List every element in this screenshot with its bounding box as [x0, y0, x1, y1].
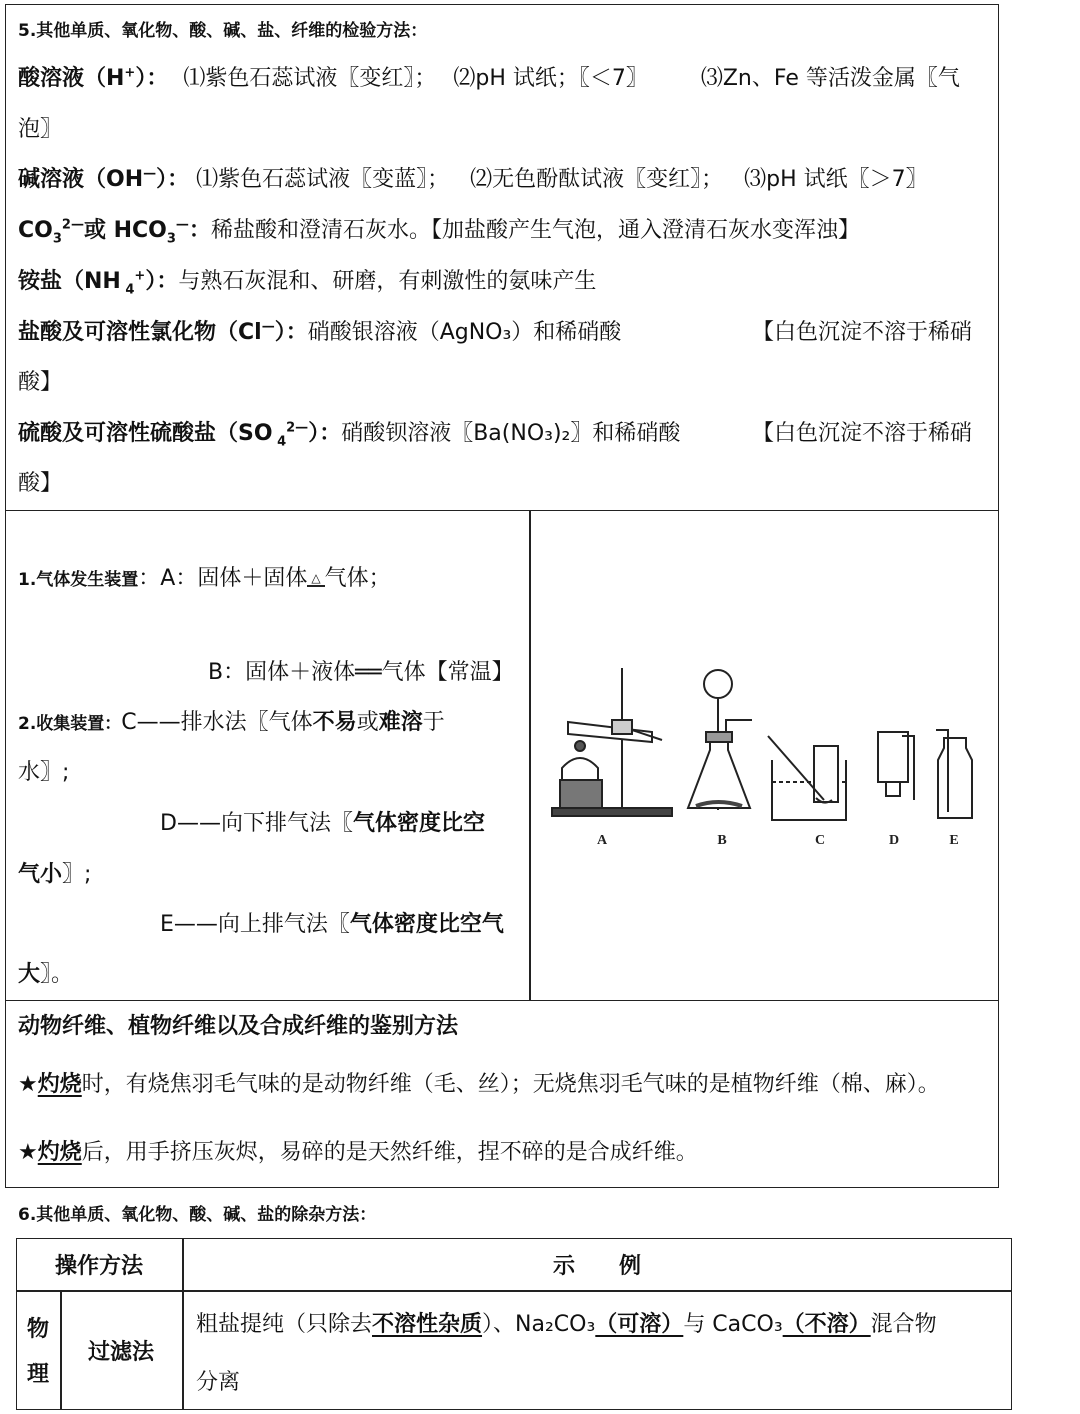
gen-b-line: B：固体＋液体══气体【常温】: [208, 660, 514, 685]
col-d-cont: 气小〗;: [18, 862, 92, 887]
col-d-line: D——向下排气法〖气体密度比空: [160, 811, 485, 836]
col-c-cont: 水〗;: [18, 760, 70, 785]
apparatus-b: [688, 670, 752, 810]
gen-a-line: [18, 564, 391, 595]
gen-a-text: ：A：固体＋固体: [138, 566, 308, 591]
col-label: 2.收集装置：: [18, 714, 122, 734]
acid-method3: ⑶Zn、Fe 等活泼金属〖气: [700, 66, 960, 91]
acid-method2: ⑵pH 试纸；〖＜7〗: [453, 66, 648, 91]
row-example-line2: 分离: [196, 1370, 241, 1395]
apparatus-divider: [529, 510, 531, 1001]
apparatus-e: [936, 730, 972, 818]
acid-cont: 泡〗: [18, 117, 63, 142]
col-e-cont: 大〗。: [18, 962, 74, 987]
acid-label: 酸溶液（H+）：: [18, 65, 169, 91]
label-e: E: [949, 833, 959, 848]
carbonate-text: 稀盐酸和澄清石灰水。【加盐酸产生气泡，通入澄清石灰水变浑浊】: [210, 218, 860, 243]
sulfate-line: [18, 419, 680, 449]
sulfate-result: 【白色沉淀不溶于稀硝: [752, 421, 973, 446]
base-line: [18, 165, 928, 195]
acid-method1: ⑴紫色石蕊试液〖变红〗；: [183, 66, 437, 91]
row-category: 物 理: [26, 1317, 49, 1387]
sulfate-text: 硝酸钡溶液〖Ba(NO₃)₂〗和稀硝酸: [341, 421, 681, 446]
carbonate-label: $CO_3^{2—}$或 $HCO_3^—$：: [18, 217, 211, 247]
fiber-title: 动物纤维、植物纤维以及合成纤维的鉴别方法: [18, 1014, 459, 1039]
label-b: B: [717, 833, 727, 848]
chloride-cont: 酸】: [18, 370, 63, 395]
base-method3: ⑶pH 试纸〖＞7〗: [744, 167, 928, 192]
chloride-label: 盐酸及可溶性氯化物（Cl—）：: [18, 319, 308, 345]
ammonium-label: 铵盐（NH $_4$+）：: [18, 268, 179, 298]
sulfate-label: 硫酸及可溶性硫酸盐（SO $_4^{2—}$）：: [18, 420, 342, 450]
sulfate-cont: 酸】: [18, 471, 63, 496]
col-e-line: E——向上排气法〖气体密度比空气: [160, 912, 504, 937]
fiber-line1: ★灼烧时，有烧焦羽毛气味的是动物纤维（毛、丝）；无烧焦羽毛气味的是植物纤维（棉、麻）。: [18, 1072, 940, 1097]
base-label: 碱溶液（OH—）：: [18, 166, 190, 192]
ammonium-text: 与熟石灰混和、研磨，有刺激性的氨味产生: [178, 269, 597, 294]
table-header-example: 示 例: [552, 1253, 641, 1279]
label-c: C: [814, 833, 826, 848]
gen-a-end: 气体；: [324, 566, 391, 591]
chloride-result: 【白色沉淀不溶于稀硝: [752, 320, 973, 345]
row-example-line1: 粗盐提纯（只除去不溶性杂质）、Na₂CO₃（可溶）与 CaCO₃（不溶）混合物: [196, 1312, 937, 1337]
fiber-line2: ★灼烧后，用手挤压灰烬，易碎的是天然纤维，捏不碎的是合成纤维。: [18, 1140, 698, 1165]
chloride-text: 硝酸银溶液（AgNO₃）和稀硝酸: [307, 320, 622, 345]
section6-title: 6.其他单质、氧化物、酸、碱、盐的除杂方法：: [18, 1205, 377, 1225]
apparatus-c: [768, 736, 846, 820]
label-d: D: [888, 833, 900, 848]
ammonium-line: [18, 267, 596, 297]
acid-line: [18, 64, 960, 94]
apparatus-a: [552, 668, 672, 816]
gen-label: 1.气体发生装置: [18, 570, 139, 590]
apparatus-d: [878, 732, 914, 800]
apparatus-figure: [540, 650, 990, 860]
section5-title: 5.其他单质、氧化物、酸、碱、盐、纤维的检验方法：: [18, 21, 428, 41]
burn-keyword-2: 灼烧: [37, 1140, 82, 1165]
row-method: 过滤法: [87, 1339, 154, 1365]
heat-symbol: △: [307, 571, 324, 587]
carbonate-line: [18, 216, 860, 246]
base-method1: ⑴紫色石蕊试液〖变蓝〗；: [196, 167, 450, 192]
chloride-line: [18, 318, 621, 348]
burn-keyword: 灼烧: [37, 1072, 82, 1097]
label-a: A: [596, 833, 608, 848]
table-header-method: 操作方法: [54, 1253, 143, 1279]
col-c-line: 2.收集装置：C——排水法〖气体不易或难溶于: [18, 710, 445, 735]
base-method2: ⑵无色酚酞试液〖变红〗；: [470, 167, 724, 192]
